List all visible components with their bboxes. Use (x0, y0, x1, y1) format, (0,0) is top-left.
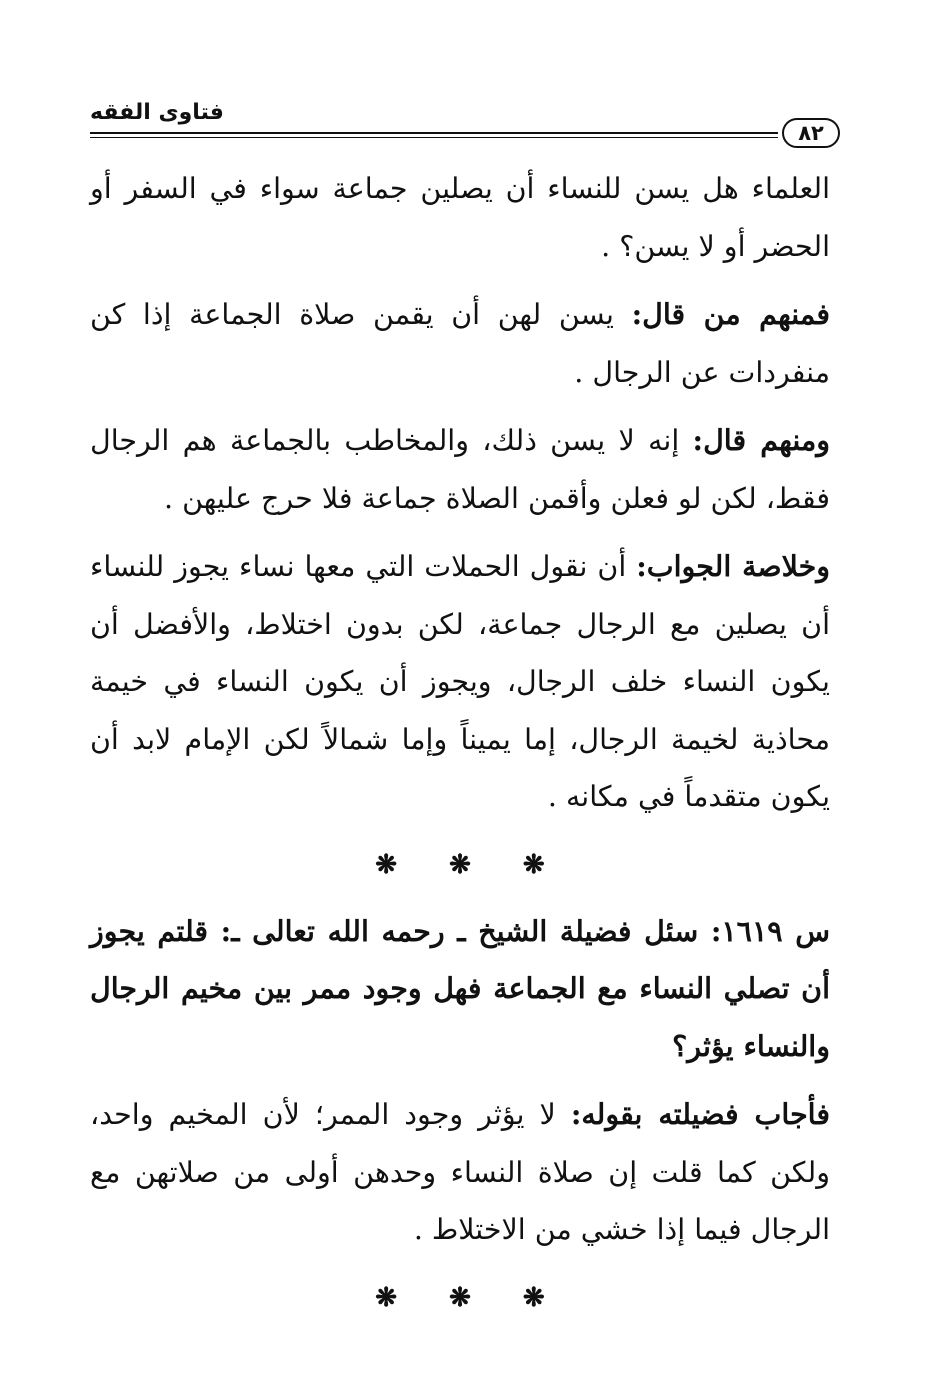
section-separator (90, 837, 830, 893)
paragraph-lead: فأجاب فضيلته بقوله: (570, 1097, 830, 1131)
book-title: فتاوى الفقه (90, 100, 224, 125)
paragraph-text: أن نقول الحملات التي معها نساء يجوز للنساء أن يصلين مع الرجال جماعة، لكن بدون اختلاط، والأفضل أن يكون النساء خلف الرجال، ويجوز أن يكون النساء في خيمة محاذية لخيمة الرجال، إما يميناً وإما شمالاً لكن الإمام لابد أن يكون متقدماً في مكانه . (90, 550, 830, 813)
asterism-icon: ❋ (375, 849, 398, 880)
paragraph-opinion-2 (90, 412, 830, 527)
section-separator (90, 1270, 830, 1326)
header-rule (90, 132, 778, 134)
answer-paragraph (90, 1086, 830, 1259)
paragraph-summary (90, 538, 830, 826)
paragraph-opinion-1 (90, 286, 830, 401)
asterism-icon: ❋ (449, 849, 471, 880)
question-paragraph: س ١٦١٩: سئل فضيلة الشيخ ـ رحمه الله تعالى ـ: قلتم يجوز أن تصلي النساء مع الجماعة فهل وجود ممر بين مخيم الرجال والنساء يؤثر؟ (90, 913, 831, 1063)
paragraph-lead: وخلاصة الجواب: (636, 549, 830, 583)
running-header (90, 100, 840, 152)
asterism-icon: ❋ (375, 1282, 398, 1313)
body-text (90, 160, 830, 1334)
asterism-icon: ❋ (449, 1282, 471, 1313)
paragraph-text: لا يؤثر وجود الممر؛ لأن المخيم واحد، ولكن كما قلت إن صلاة النساء وحدهن أولى من صلاتهن مع الرجال فيما إذا خشي من الاختلاط . (90, 1098, 830, 1246)
paragraph-text: يسن لهن أن يقمن صلاة الجماعة إذا كن منفردات عن الرجال . (90, 298, 830, 389)
asterism-icon: ❋ (522, 1282, 545, 1313)
paragraph-lead: فمنهم من قال: (631, 297, 830, 331)
paragraph-continuation: العلماء هل يسن للنساء أن يصلين جماعة سواء في السفر أو الحضر أو لا يسن؟ . (90, 172, 830, 263)
asterism-icon: ❋ (522, 849, 545, 880)
header-rule-thin (90, 137, 778, 138)
paragraph-lead: ومنهم قال: (692, 423, 830, 457)
page-number: ٨٢ (782, 118, 840, 148)
paragraph-text: إنه لا يسن ذلك، والمخاطب بالجماعة هم الرجال فقط، لكن لو فعلن وأقمن الصلاة جماعة فلا حرج عليهن . (90, 424, 830, 515)
